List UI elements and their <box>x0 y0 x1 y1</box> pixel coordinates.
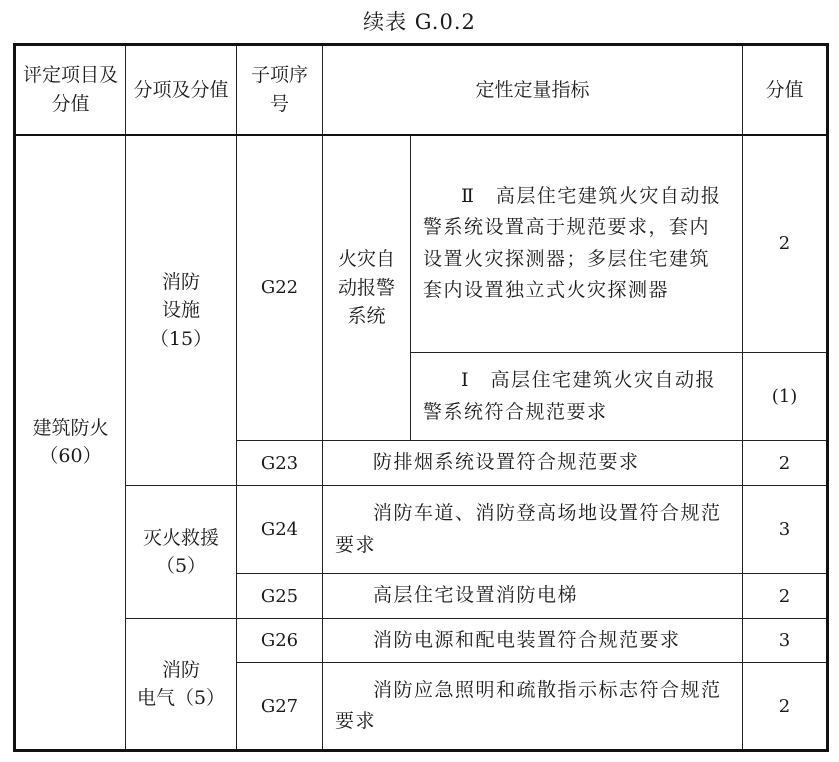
code-g25: G25 <box>237 574 323 619</box>
firefighting-rescue-label: 灭火救援 <box>142 526 219 549</box>
header-sub: 分项及分值 <box>126 45 237 135</box>
group-building-fire <box>15 135 126 751</box>
system-line2: 动报警 <box>337 276 395 299</box>
score-g23: 2 <box>743 441 828 486</box>
indicator-g23: 防排烟系统设置符合规范要求 <box>323 441 743 486</box>
table-row-g22-level2 <box>15 135 828 353</box>
fire-facilities-line2: 设施 <box>161 299 200 321</box>
indicator-g22-level1: Ⅰ 高层住宅建筑火灾自动报警系统符合规范要求 <box>411 353 743 441</box>
group-building-fire-score: （60） <box>39 445 102 468</box>
indicator-g26: 消防电源和配电装置符合规范要求 <box>323 619 743 663</box>
score-g22-level2: 2 <box>743 135 828 353</box>
code-g22: G22 <box>237 135 323 441</box>
group-firefighting-rescue <box>126 486 237 619</box>
table-row-g26 <box>15 619 828 663</box>
indicator-g27: 消防应急照明和疏散指示标志符合规范要求 <box>323 663 743 751</box>
score-g24: 3 <box>743 486 828 574</box>
header-score: 分值 <box>743 45 828 135</box>
system-fire-alarm <box>323 135 411 441</box>
code-g27: G27 <box>237 663 323 751</box>
indicator-g24: 消防车道、消防登高场地设置符合规范要求 <box>323 486 743 574</box>
header-item: 评定项目及分值 <box>15 45 126 135</box>
indicator-g25: 高层住宅设置消防电梯 <box>323 574 743 619</box>
code-g26: G26 <box>237 619 323 663</box>
score-g25: 2 <box>743 574 828 619</box>
code-g23: G23 <box>237 441 323 486</box>
fire-facilities-line1: 消防 <box>161 270 200 293</box>
header-indicator: 定性定量指标 <box>323 45 743 135</box>
group-fire-facilities <box>126 135 237 486</box>
system-line3: 系统 <box>347 305 386 327</box>
fire-electric-line2: 电气（5） <box>136 687 226 710</box>
score-g22-level1: (1) <box>743 353 828 441</box>
code-g24: G24 <box>237 486 323 574</box>
fire-electric-line1: 消防 <box>161 658 200 681</box>
table-row-g24 <box>15 486 828 574</box>
fire-facilities-score: （15） <box>149 327 213 350</box>
group-fire-electric <box>126 619 237 751</box>
header-row <box>15 45 828 135</box>
group-building-fire-label: 建筑防火 <box>32 416 109 439</box>
indicator-g22-level2: Ⅱ 高层住宅建筑火灾自动报警系统设置高于规范要求，套内设置火灾探测器；多层住宅建筑套内设置独立式火灾探测器 <box>411 135 743 353</box>
system-line1: 火灾自 <box>337 248 395 270</box>
firefighting-rescue-score: （5） <box>155 555 207 577</box>
evaluation-table <box>13 43 829 752</box>
score-g27: 2 <box>743 663 828 751</box>
score-g26: 3 <box>743 619 828 663</box>
header-seq: 子项序号 <box>237 45 323 135</box>
table-caption: 续表 G.0.2 <box>363 10 476 34</box>
